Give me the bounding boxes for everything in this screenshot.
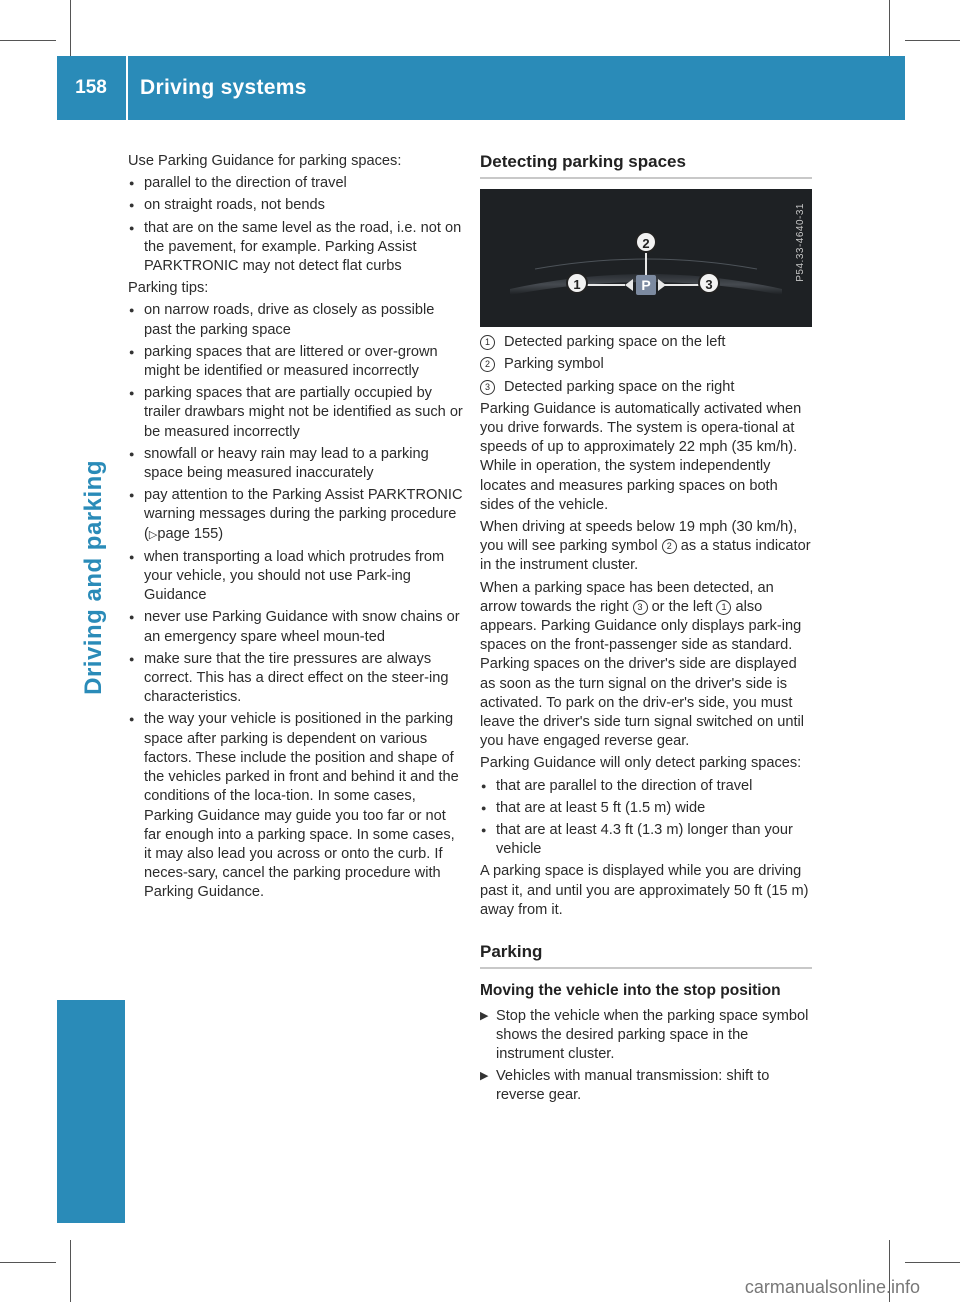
subsection-heading: Moving the vehicle into the stop position [480, 982, 781, 1000]
list-item: ● parking spaces that are partially occupied by trailer drawbars might not be identified as such or be measured incorrectly [128, 384, 464, 442]
list-item: ● on straight roads, not bends [128, 196, 464, 215]
figure-marker-3: 3 [698, 272, 720, 294]
paragraph-text: as a status indicator in the instrument cluster. [480, 538, 811, 574]
crop-mark [905, 40, 960, 41]
crop-mark [889, 0, 890, 56]
figure-marker-1: 1 [566, 272, 588, 294]
tips-label: Parking tips: [128, 280, 209, 297]
left-column [128, 152, 464, 906]
crop-mark [905, 1262, 960, 1263]
list-item [128, 486, 464, 545]
legend-text: Detected parking space on the right [504, 378, 735, 395]
paragraph: Parking Guidance is automatically activated when you drive forwards. The system is opera-tional at speeds of up to approximately 22 mph (35 km/h). While in operation, the system independently locates and measures parking spaces on both sides of the vehicle. [480, 400, 802, 513]
chapter-tab-label: Driving and parking [80, 460, 107, 695]
use-list [128, 174, 464, 276]
legend-item [480, 333, 812, 352]
list-item: ● that are at least 4.3 ft (1.3 m) longer than your vehicle [480, 821, 812, 859]
legend-item [480, 355, 812, 374]
legend-item [480, 378, 812, 397]
inline-marker: 3 [633, 600, 648, 615]
list-item: ● that are at least 5 ft (1.5 m) wide [480, 799, 812, 818]
list-item: ● when transporting a load which protrudes from your vehicle, you should not use Park-ing Guidance [128, 548, 464, 606]
paragraph: A parking space is displayed while you are driving past it, and until you are approximately 50 ft (15 m) away from it. [480, 863, 809, 918]
figure-marker-2: 2 [635, 231, 657, 253]
crop-mark [0, 40, 56, 41]
figure-code: P54.33-4640-31 [794, 203, 806, 282]
page-reference-arrow-icon: ▷ [148, 528, 158, 541]
step-item: ▶ Stop the vehicle when the parking space symbol shows the desired parking space in the instrument cluster. [480, 1007, 812, 1065]
list-item-text: pay attention to the Parking Assist PARKTRONIC warning messages during the parking procedure ( [144, 487, 463, 542]
crop-mark [0, 1262, 56, 1263]
legend-text: Parking symbol [504, 356, 604, 373]
legend-number: 1 [480, 335, 495, 350]
legend-number: 2 [480, 357, 495, 372]
list-item-text: ) [218, 525, 224, 542]
crop-mark [70, 0, 71, 56]
list-item: ● make sure that the tire pressures are always correct. This has a direct effect on the steer-ing characteristics. [128, 650, 464, 708]
step-item: ▶ Vehicles with manual transmission: shift to reverse gear. [480, 1067, 812, 1105]
tips-list [128, 301, 464, 902]
steps-list [480, 1007, 812, 1106]
parking-guidance-figure [480, 189, 812, 327]
watermark: carmanualsonline.info [744, 1277, 920, 1297]
figure-legend [480, 333, 812, 397]
instrument-cluster-illustration [480, 189, 812, 327]
page-reference-link[interactable]: page 155 [157, 525, 219, 542]
section-heading-detecting: Detecting parking spaces [480, 152, 812, 179]
list-item: ● that are parallel to the direction of travel [480, 777, 812, 796]
paragraph [480, 579, 812, 752]
legend-number: 3 [480, 380, 495, 395]
list-item: ● parallel to the direction of travel [128, 174, 464, 193]
paragraph-text: When driving at speeds below 19 mph (30 km/h), you will see parking symbol [480, 519, 798, 555]
paragraph [480, 518, 812, 576]
paragraph: Parking Guidance will only detect parking spaces: [480, 755, 802, 772]
page-title: Driving systems [140, 76, 307, 99]
list-item: ● never use Parking Guidance with snow chains or an emergency spare wheel moun-ted [128, 608, 464, 646]
section-heading-parking: Parking [480, 942, 812, 969]
list-item: ● the way your vehicle is positioned in the parking space after parking is dependent on various factors. These include the position and shape of the vehicles parked in front and behind it and the conditions of the loca-tion. In some cases, Parking Guidance may guide you too far or not far enough into a parking space. In some cases, it may also lead you across or onto the curb. If neces-sary, cancel the parking procedure with Parking Guidance. [128, 710, 464, 902]
inline-marker: 1 [716, 600, 731, 615]
detect-list [480, 777, 812, 860]
paragraph-text: also appears. Parking Guidance only displays park-ing spaces on the front-passenger side as standard. Parking spaces on the driver's side are displayed as soon as the turn signal on the driver's side is activated. To park on the driv-er's side, you must leave the driver's side turn signal switched on until you have engaged reverse gear. [480, 598, 805, 750]
paragraph-text: or the left [651, 598, 713, 615]
paragraph-text: When a parking space has been detected, an arrow towards the right [480, 579, 774, 615]
crop-mark [70, 1240, 71, 1302]
legend-text: Detected parking space on the left [504, 334, 726, 351]
list-item: ● on narrow roads, drive as closely as possible past the parking space [128, 301, 464, 339]
chapter-tab-block [57, 1000, 125, 1223]
inline-marker: 2 [662, 539, 677, 554]
intro-text: Use Parking Guidance for parking spaces: [128, 153, 402, 169]
header-separator [126, 56, 128, 120]
list-item: ● that are on the same level as the road, i.e. not on the pavement, for example. Parking Assist PARKTRONIC may not detect flat curbs [128, 219, 464, 277]
list-item: ● parking spaces that are littered or over-grown might be identified or measured incorrectly [128, 343, 464, 381]
list-item: ● snowfall or heavy rain may lead to a parking space being measured inaccurately [128, 445, 464, 483]
figure-symbol-label: P [641, 277, 651, 294]
page-number: 158 [75, 77, 107, 98]
right-column [480, 152, 812, 1109]
